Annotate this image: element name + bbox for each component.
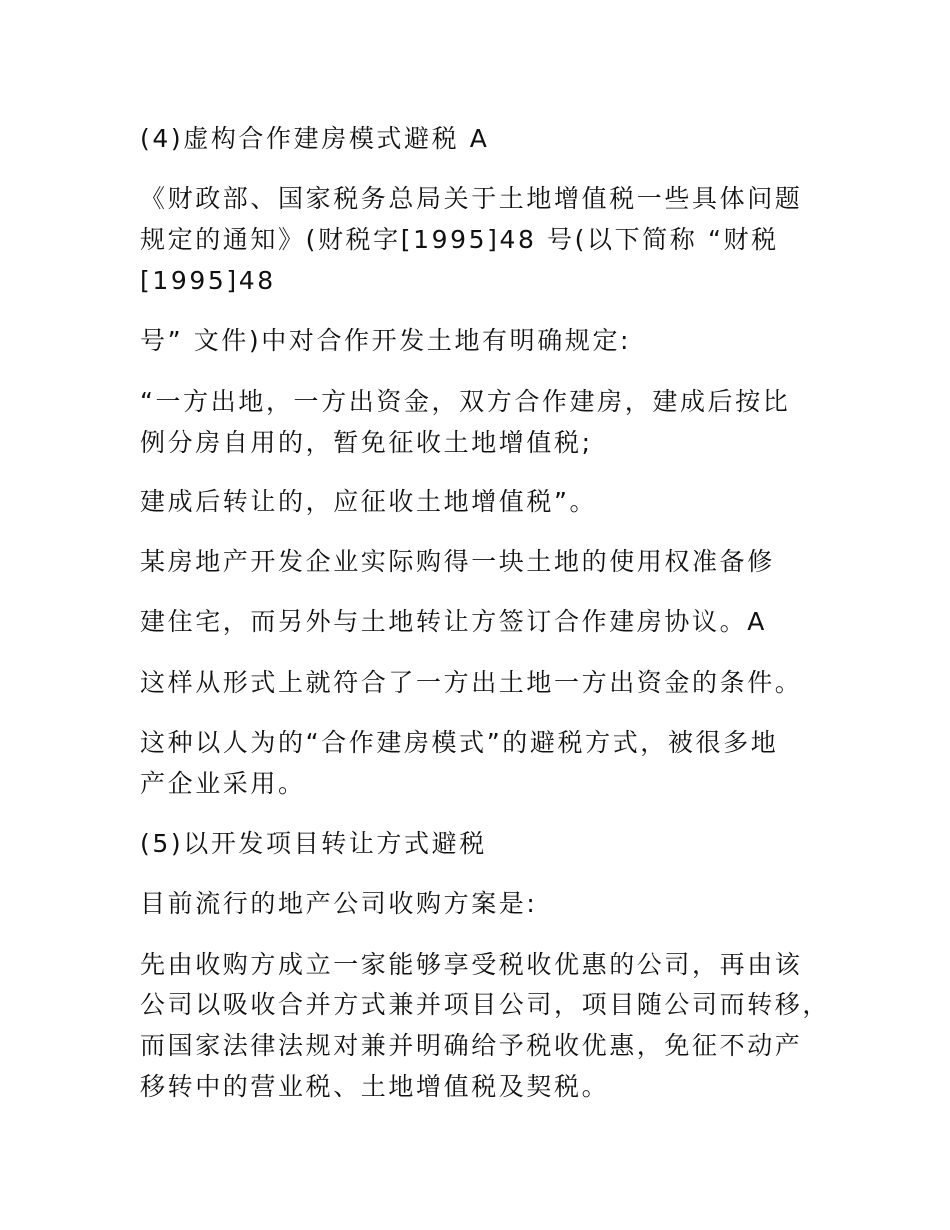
paragraph-line: 某房地产开发企业实际购得一块土地的使用权准备修 <box>140 547 775 576</box>
heading-5: (5)以开发项目转让方式避税 <box>140 829 487 858</box>
paragraph-line: 建住宅，而另外与土地转让方签订合作建房协议。A <box>140 607 767 636</box>
paragraph-line: 公司以吸收合并方式兼并项目公司，项目随公司而转移， <box>140 990 831 1019</box>
heading-4: (4)虚构合作建房模式避税 A <box>140 124 490 153</box>
paragraph-line: 而国家法律法规对兼并明确给予税收优惠，免征不动产 <box>140 1031 803 1060</box>
paragraph-line: 号” 文件)中对合作开发土地有明确规定: <box>140 326 632 355</box>
quote-line: 建成后转让的，应征收土地增值税”。 <box>140 487 598 516</box>
quote-line: 例分房自用的，暂免征收土地增值税; <box>140 428 593 457</box>
paragraph-line: 先由收购方成立一家能够享受税收优惠的公司，再由该 <box>140 950 803 979</box>
quote-line: “一方出地，一方出资金，双方合作建房，建成后按比 <box>140 387 791 416</box>
paragraph-line: 移转中的营业税、土地增值税及契税。 <box>140 1072 610 1101</box>
paragraph-line: 这样从形式上就符合了一方出土地一方出资金的条件。 <box>140 668 803 697</box>
paragraph-line: 规定的通知》(财税字[1995]48 号(以下简称 “财税 <box>140 225 779 254</box>
paragraph-line: 这种以人为的“合作建房模式”的避税方式，被很多地 <box>140 728 779 757</box>
paragraph-line: [1995]48 <box>140 266 276 295</box>
paragraph-line: 《财政部、国家税务总局关于土地增值税一些具体问题 <box>140 184 803 213</box>
paragraph-line: 产企业采用。 <box>140 769 306 798</box>
paragraph-line: 目前流行的地产公司收购方案是: <box>140 889 538 918</box>
